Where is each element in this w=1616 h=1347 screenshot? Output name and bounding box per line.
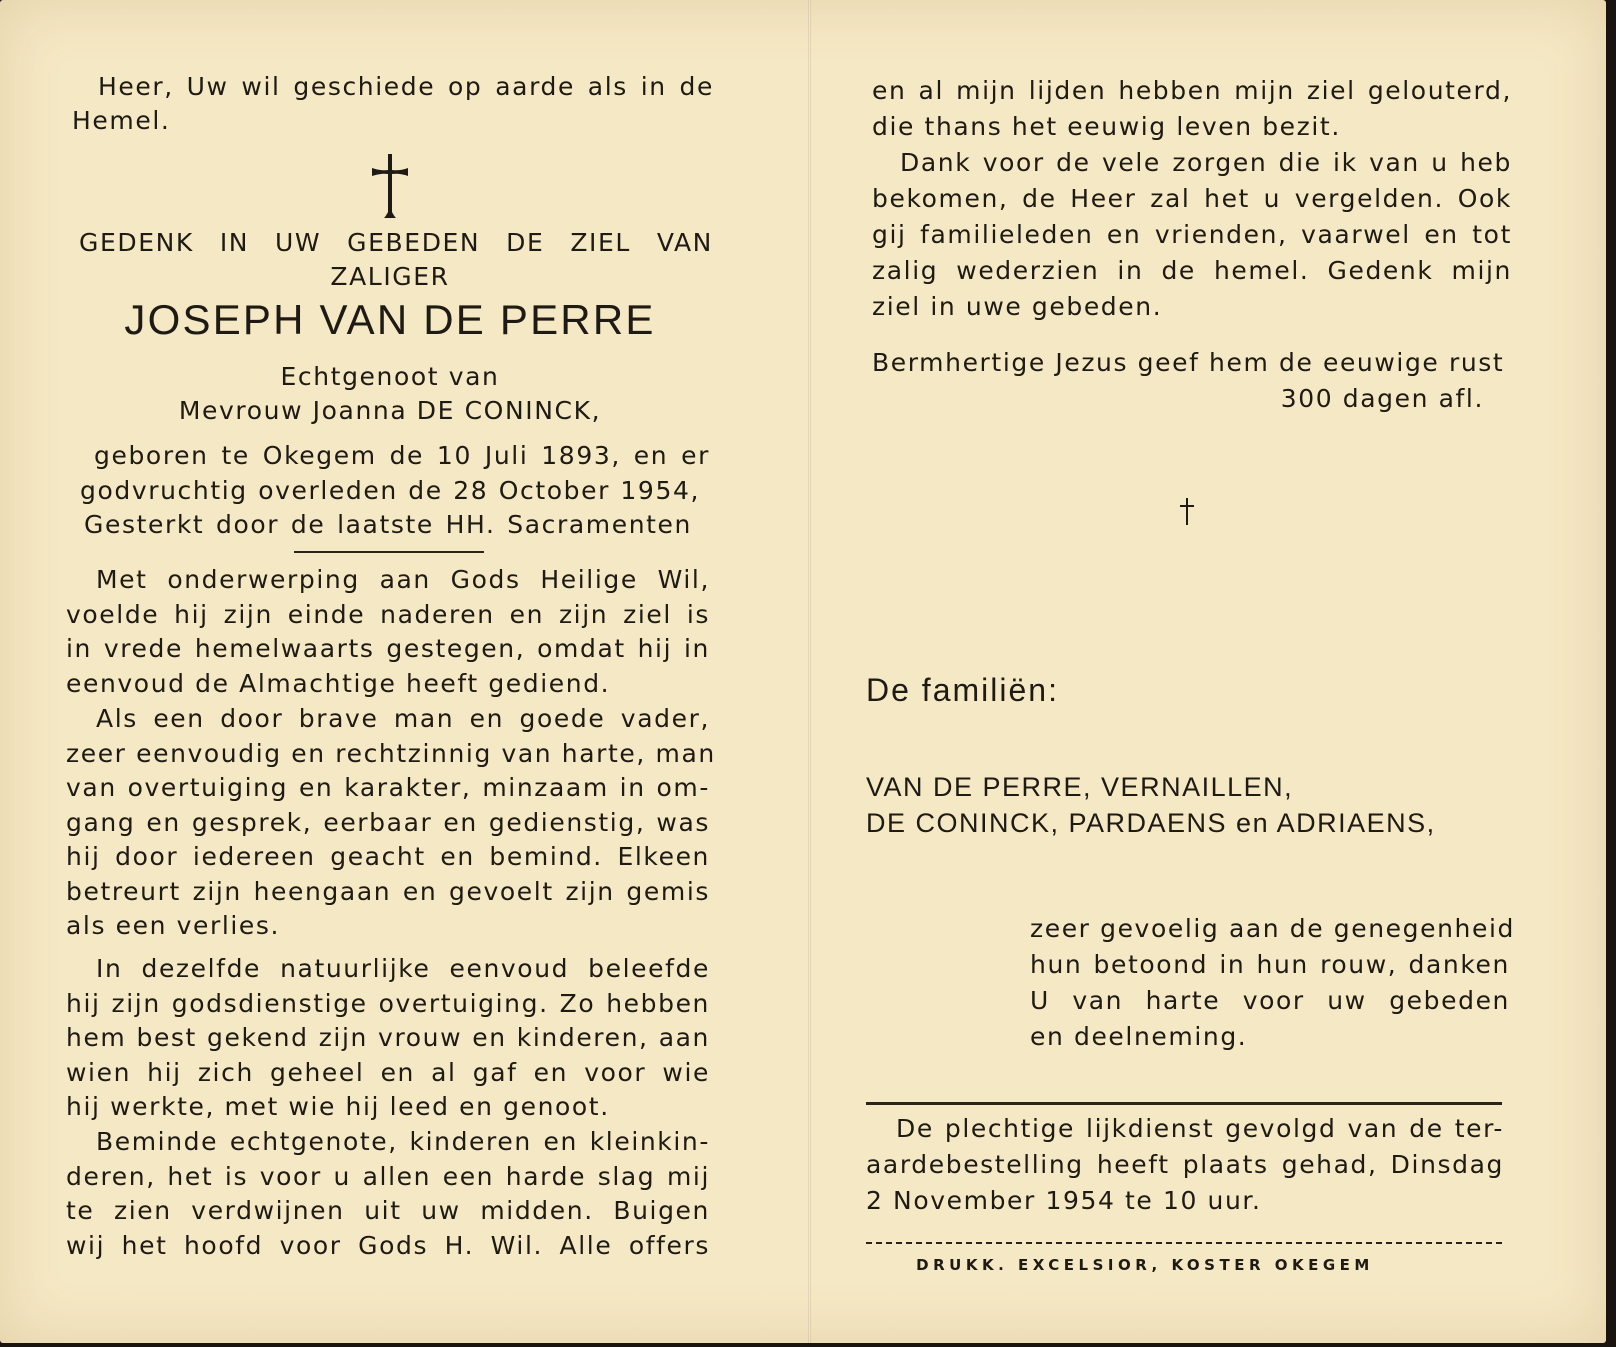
divider-dashed [866, 1242, 1502, 1244]
body-line: wien hij zich geheel en al gaf en voor wie [66, 1058, 710, 1087]
thanks-line: zeer gevoelig aan de genegenheid [1030, 914, 1515, 943]
dates-line-1: geboren te Okegem de 10 Juli 1893, en er [94, 441, 710, 470]
cross-icon [368, 152, 412, 220]
families-title: De familiën: [866, 672, 1059, 708]
right-body-line: ziel in uwe gebeden. [872, 292, 1163, 321]
body-line: gang en gesprek, eerbaar en gedienstig, was [66, 808, 710, 837]
funeral-line: aardebestelling heeft plaats gehad, Dinsdag [866, 1150, 1504, 1179]
body-line: hij door iedereen geacht en bemind. Elkeen [66, 842, 710, 871]
body-line: hij werkte, met wie hij leed en genoot. [66, 1092, 610, 1121]
dates-line-3: Gesterkt door de laatste HH. Sacramenten [84, 510, 692, 539]
body-line: deren, het is voor u allen een harde slag mij [66, 1162, 710, 1191]
thanks-line: hun betoond in hun rouw, danken [1030, 950, 1510, 979]
spouse-line-2: Mevrouw Joanna DE CONINCK, [178, 396, 602, 425]
small-cross-icon [1178, 497, 1196, 527]
body-line: In dezelfde natuurlijke eenvoud beleefde [96, 954, 710, 983]
body-line: als een verlies. [66, 911, 281, 940]
right-body-line: die thans het eeuwig leven bezit. [872, 112, 1341, 141]
body-line: in vrede hemelwaarts gestegen, omdat hij in [66, 634, 710, 663]
gedenk-line-2: ZALIGER [330, 262, 450, 291]
body-line: te zien verdwijnen uit uw midden. Buigen [66, 1196, 710, 1225]
intro-line-1: Heer, Uw wil geschiede op aarde als in de [98, 72, 714, 101]
gedenk-line-1: GEDENK IN UW GEBEDEN DE ZIEL VAN [79, 228, 713, 257]
funeral-line: 2 November 1954 te 10 uur. [866, 1186, 1262, 1215]
body-line: wij het hoofd voor Gods H. Wil. Alle offers [66, 1231, 710, 1260]
divider-thick [866, 1102, 1502, 1105]
card-fold [808, 0, 811, 1343]
right-body-line: gij familieleden en vrienden, vaarwel en tot [872, 220, 1512, 249]
divider [294, 551, 484, 553]
deceased-name: JOSEPH VAN DE PERRE [124, 296, 656, 343]
printer-credit: DRUKK. EXCELSIOR, KOSTER OKEGEM [916, 1256, 1374, 1274]
thanks-line: en deelneming. [1030, 1022, 1248, 1051]
spouse-line-1: Echtgenoot van [280, 362, 500, 391]
body-line: betreurt zijn heengaan en gevoelt zijn gemis [66, 877, 710, 906]
right-body-line: bekomen, de Heer zal het u vergelden. Ook [872, 184, 1512, 213]
body-line: zeer eenvoudig en rechtzinnig van harte, man [66, 739, 716, 768]
thanks-line: U van harte voor uw gebeden [1030, 986, 1510, 1015]
intro-line-2: Hemel. [72, 106, 171, 135]
indulgence-line: 300 dagen afl. [1280, 384, 1484, 413]
families-line-2: DE CONINCK, PARDAENS en ADRIAENS, [866, 808, 1436, 838]
right-body-line: Dank voor de vele zorgen die ik van u heb [900, 148, 1512, 177]
families-line-1: VAN DE PERRE, VERNAILLEN, [866, 772, 1294, 802]
funeral-line: De plechtige lijkdienst gevolgd van de ter- [896, 1114, 1504, 1143]
body-line: eenvoud de Almachtige heeft gediend. [66, 669, 611, 698]
prayer-line: Bermhertige Jezus geef hem de eeuwige rust [872, 348, 1505, 377]
body-line: hem best gekend zijn vrouw en kinderen, aan [66, 1023, 710, 1052]
body-line: hij zijn godsdienstige overtuiging. Zo hebben [66, 989, 710, 1018]
body-line: voelde hij zijn einde naderen en zijn ziel is [66, 600, 710, 629]
body-line: Met onderwerping aan Gods Heilige Wil, [96, 565, 710, 594]
body-line: Als een door brave man en goede vader, [96, 704, 710, 733]
body-line: Beminde echtgenote, kinderen en kleinkin- [96, 1127, 710, 1156]
dates-line-2: godvruchtig overleden de 28 October 1954, [80, 476, 700, 505]
right-body-line: en al mijn lijden hebben mijn ziel gelouterd, [872, 76, 1512, 105]
body-line: van overtuiging en karakter, minzaam in om- [66, 773, 710, 802]
right-body-line: zalig wederzien in de hemel. Gedenk mijn [872, 256, 1512, 285]
